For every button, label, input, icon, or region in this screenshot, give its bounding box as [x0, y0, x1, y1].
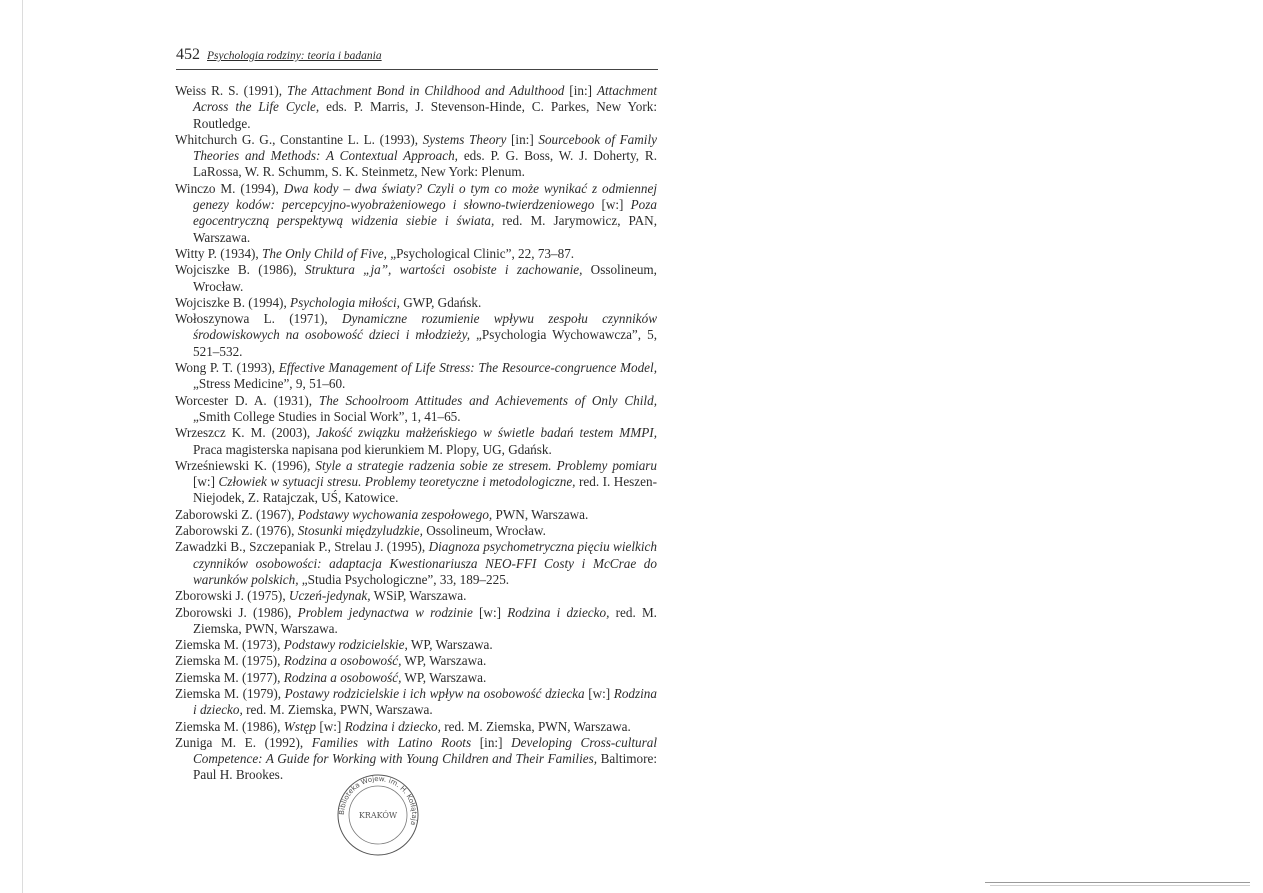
reference-title-text: Poza egocentryczną perspektywą widzenia siebie i świata,: [193, 197, 657, 229]
reference-text: WP, Warszawa.: [401, 653, 487, 669]
reference-text: [w:]: [316, 718, 345, 734]
reference-text: [in:]: [506, 131, 539, 147]
reference-text: red. M. Ziemska, PWN, Warszawa.: [440, 718, 631, 734]
reference-title-text: Systems Theory: [422, 131, 507, 147]
reference-text: Zaborowski Z. (1976),: [175, 523, 298, 539]
reference-text: „Psychologia Wychowawcza”, 5, 521–532.: [193, 327, 658, 359]
reference-text: Ziemska M. (1979),: [175, 685, 285, 701]
reference-title-text: Podstawy rodzicielskie,: [283, 637, 408, 653]
reference-text: [w:]: [584, 685, 614, 701]
reference-title-text: Problem jedynactwa w rodzinie: [297, 604, 473, 620]
reference-title-text: Rodzina a osobowość,: [283, 669, 402, 685]
reference-text: „Smith College Studies in Social Work”, 1, 41–65.: [193, 408, 461, 424]
reference-text: WSiP, Warszawa.: [370, 588, 467, 604]
reference-title-text: Dynamiczne rozumienie wpływu zespołu czynników środowiskowych na osobowość dzieci i młodzieży,: [193, 311, 658, 343]
reference-text: Wrzeszcz K. M. (2003),: [175, 425, 317, 441]
reference-text: red. M. Ziemska, PWN, Warszawa.: [193, 604, 657, 636]
reference-text: WP, Warszawa.: [407, 637, 493, 653]
stamp-outer-text: Biblioteka Wojew. im. H. Kołłątaja: [337, 774, 419, 827]
reference-text: [in:]: [564, 83, 597, 98]
reference-entry: [175, 83, 657, 132]
reference-text: „Studia Psychologiczne”, 33, 189–225.: [298, 571, 510, 587]
reference-title-text: Rodzina i dziecko,: [193, 685, 657, 718]
reference-entry: [175, 425, 657, 458]
reference-entry: [175, 670, 657, 686]
scan-bottom-line-faint: [990, 885, 1250, 886]
reference-entry: [175, 653, 657, 669]
reference-entry: [175, 588, 657, 604]
reference-entry: [175, 311, 657, 360]
page-number: 452: [176, 46, 200, 63]
reference-title-text: Diagnoza psychometryczna pięciu wielkich czynników osobowości: adaptacja Kwestionariusza NEO-FFI Costy i McCrae do warunków polskich,: [193, 539, 657, 587]
reference-title-text: The Only Child of Five,: [262, 245, 387, 261]
reference-title-text: Rodzina a osobowość,: [283, 653, 402, 669]
reference-text: Baltimore: Paul H. Brookes.: [193, 751, 657, 783]
reference-text: Ziemska M. (1986),: [175, 718, 284, 734]
reference-text: red. I. Heszen-Niejodek, Z. Ratajczak, UŚ, Katowice.: [193, 474, 657, 506]
reference-text: [w:]: [472, 604, 508, 620]
reference-entry: [175, 539, 657, 588]
reference-entry: [175, 262, 657, 295]
reference-text: red. M. Ziemska, PWN, Warszawa.: [242, 702, 433, 718]
page-header: [176, 46, 656, 68]
reference-list: [175, 83, 657, 784]
reference-entry: [175, 637, 657, 653]
reference-title-text: The Attachment Bond in Childhood and Adulthood: [287, 83, 565, 98]
scan-edge-line: [22, 0, 23, 893]
reference-text: eds. P. Marris, J. Stevenson-Hinde, C. Parkes, New York: Routledge.: [193, 99, 657, 131]
reference-text: Ossolineum, Wrocław.: [422, 523, 546, 539]
reference-entry: [175, 295, 657, 311]
reference-text: Zuniga M. E. (1992),: [175, 734, 312, 750]
reference-text: PWN, Warszawa.: [492, 506, 589, 522]
reference-entry: [175, 605, 657, 638]
reference-text: Wołoszynowa L. (1971),: [175, 311, 342, 327]
reference-title-text: Developing Cross-cultural Competence: A Guide for Working with Young Children and Their Families,: [193, 734, 658, 767]
reference-title-text: Jakość związku małżeńskiego w świetle badań testem MMPI,: [316, 425, 657, 441]
header-rule: [176, 69, 658, 70]
reference-text: Wojciszke B. (1994),: [175, 294, 291, 310]
reference-title-text: Rodzina i dziecko,: [344, 718, 441, 734]
reference-title-text: Attachment Across the Life Cycle,: [193, 83, 657, 115]
reference-title-text: Effective Management of Life Stress: The Resource-congruence Model,: [278, 360, 657, 376]
reference-text: red. M. Jarymowicz, PAN, Warszawa.: [193, 213, 658, 245]
reference-text: Winczo M. (1994),: [175, 180, 284, 196]
stamp-inner-text: KRAKÓW: [358, 811, 398, 820]
reference-entry: [175, 686, 657, 719]
reference-title-text: Sourcebook of Family Theories and Methods: A Contextual Approach,: [193, 131, 657, 164]
reference-title-text: Podstawy wychowania zespołowego,: [297, 506, 493, 522]
reference-text: eds. P. G. Boss, W. J. Doherty, R. LaRossa, W. R. Schumm, S. K. Steinmetz, New York: Plenum.: [193, 148, 657, 180]
reference-text: Ziemska M. (1975),: [175, 653, 284, 669]
reference-title-text: Psychologia miłości,: [290, 294, 400, 310]
reference-title-text: Rodzina i dziecko,: [507, 604, 610, 620]
reference-entry: [175, 507, 657, 523]
reference-text: [w:]: [193, 474, 219, 490]
reference-entry: [175, 181, 657, 246]
reference-text: Whitchurch G. G., Constantine L. L. (1993),: [175, 131, 423, 147]
reference-title-text: Dwa kody – dwa światy? Czyli o tym co może wynikać z odmiennej genezy kodów: percepcyjno-wyobrażeniowego i słowno-twierdzeniowego: [193, 180, 657, 213]
reference-text: Zawadzki B., Szczepaniak P., Strelau J. (1995),: [175, 539, 429, 555]
reference-text: Zborowski J. (1975),: [175, 588, 289, 604]
reference-title-text: Uczeń-jedynak,: [288, 588, 371, 604]
reference-title-text: Człowiek w sytuacji stresu. Problemy teoretyczne i metodologiczne,: [218, 474, 576, 490]
reference-entry: [175, 132, 657, 181]
library-stamp: [333, 773, 423, 857]
reference-title-text: Stosunki międzyludzkie,: [297, 523, 423, 539]
reference-title-text: Postawy rodzicielskie i ich wpływ na osobowość dziecka: [284, 685, 585, 701]
reference-title-text: Style a strategie radzenia sobie ze stresem. Problemy pomiaru: [315, 457, 658, 473]
reference-text: „Psychological Clinic”, 22, 73–87.: [386, 245, 575, 261]
reference-title-text: The Schoolroom Attitudes and Achievements of Only Child,: [318, 392, 657, 408]
scan-bottom-line: [985, 882, 1250, 883]
reference-entry: [175, 523, 657, 539]
reference-text: GWP, Gdańsk.: [399, 294, 482, 310]
running-title: Psychologia rodziny: teoria i badania: [207, 50, 382, 62]
reference-entry: [175, 719, 657, 735]
reference-entry: [175, 393, 657, 426]
reference-text: [in:]: [471, 734, 512, 750]
reference-text: Ziemska M. (1977),: [175, 669, 284, 685]
reference-title-text: Wstęp: [283, 718, 317, 734]
reference-text: Ossolineum, Wrocław.: [193, 262, 657, 294]
reference-title-text: Families with Latino Roots: [311, 734, 472, 750]
reference-text: Ziemska M. (1973),: [175, 637, 284, 653]
reference-text: Praca magisterska napisana pod kierunkiem M. Plopy, UG, Gdańsk.: [193, 441, 552, 457]
reference-text: Weiss R. S. (1991),: [175, 83, 288, 98]
reference-text: Worcester D. A. (1931),: [175, 392, 319, 408]
reference-text: Wojciszke B. (1986),: [175, 262, 306, 278]
reference-entry: [175, 360, 657, 393]
reference-entry: [175, 458, 657, 507]
reference-text: Zborowski J. (1986),: [175, 604, 298, 620]
reference-entry: [175, 246, 657, 262]
reference-text: Zaborowski Z. (1967),: [175, 506, 298, 522]
reference-text: Witty P. (1934),: [175, 245, 263, 261]
reference-text: Wong P. T. (1993),: [175, 360, 279, 376]
reference-text: Wrześniewski K. (1996),: [175, 457, 316, 473]
reference-text: [w:]: [594, 197, 631, 213]
reference-text: „Stress Medicine”, 9, 51–60.: [193, 376, 346, 392]
reference-title-text: Struktura „ja”, wartości osobiste i zachowanie,: [305, 262, 583, 278]
reference-text: WP, Warszawa.: [401, 669, 487, 685]
